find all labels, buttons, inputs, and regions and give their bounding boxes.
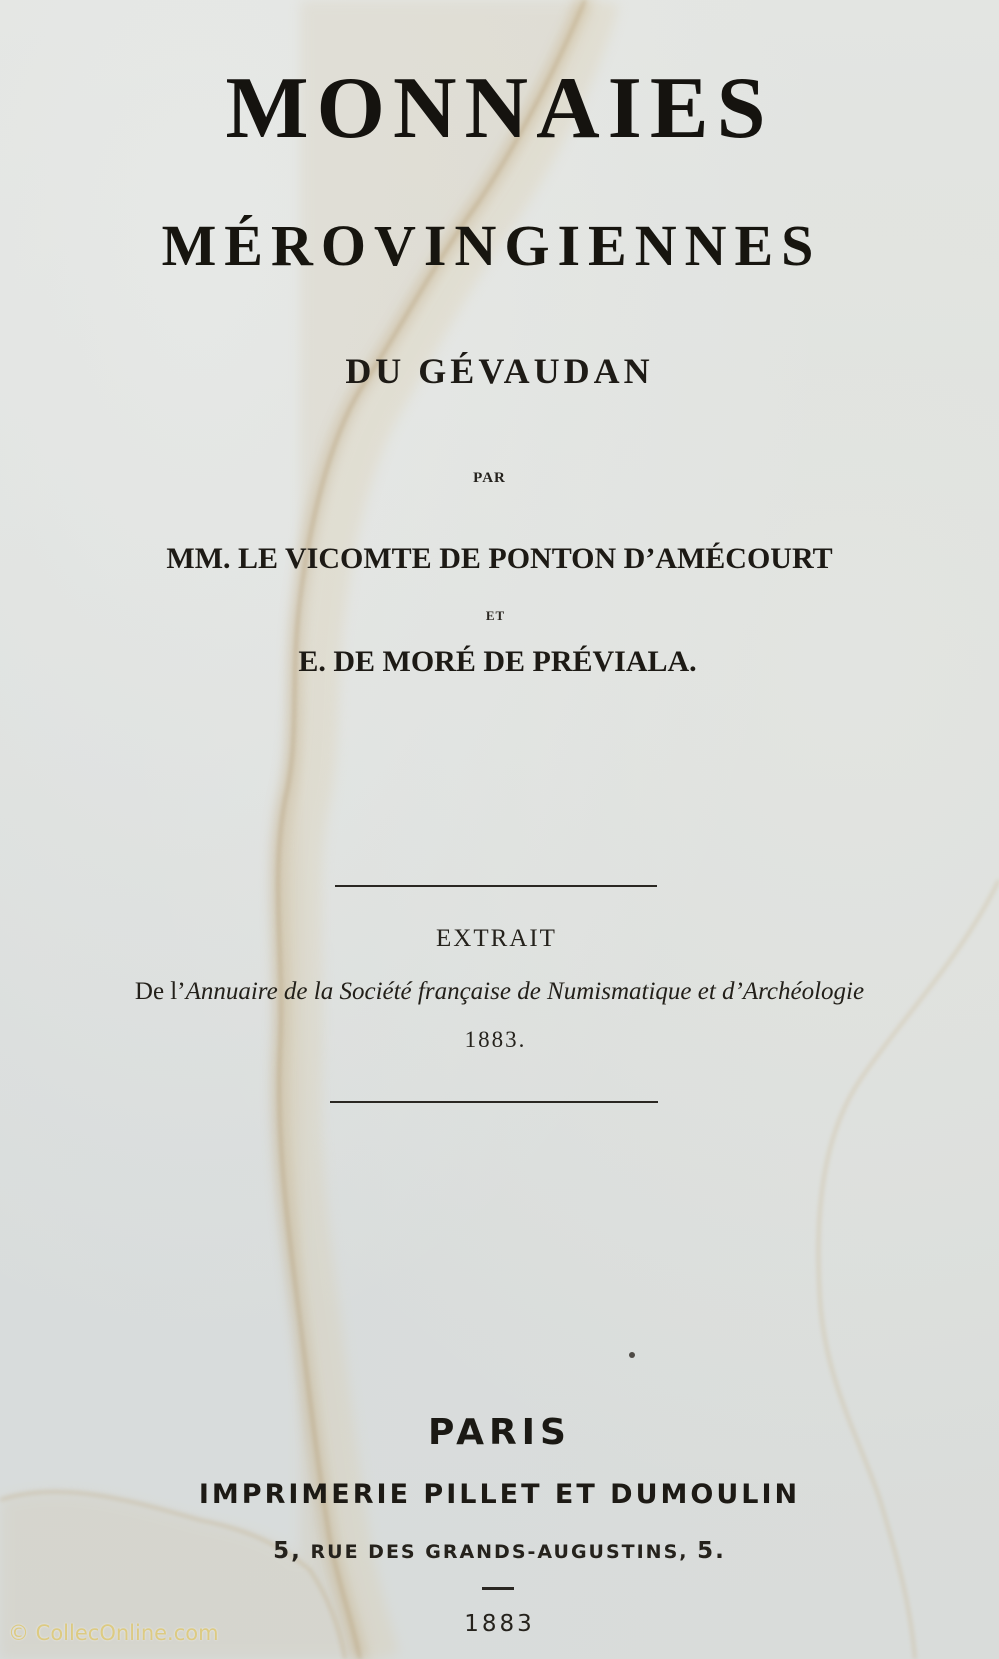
par-label: PAR (473, 470, 506, 486)
address-number-left: 5, (273, 1538, 302, 1564)
author-line-2: E. DE MORÉ DE PRÉVIALA. (298, 645, 697, 678)
extract-year: 1883. (464, 1027, 527, 1052)
author-line-1: MM. LE VICOMTE DE PONTON D’AMÉCOURT (166, 542, 833, 575)
title-du-gevaudan: DU GÉVAUDAN (345, 351, 654, 391)
imprint-city: PARIS (428, 1412, 571, 1453)
divider-rule-bottom (330, 1101, 658, 1103)
extract-source-prefix: De l’ (134, 978, 186, 1005)
title-merovingiennes: MÉROVINGIENNES (161, 213, 822, 278)
watermark-text: © CollecOnline.com (8, 1621, 219, 1645)
address-street: RUE DES GRANDS-AUGUSTINS, (310, 1541, 689, 1563)
extract-source-title: Annuaire de la Société française de Numismatique et d’Archéologie (185, 978, 865, 1005)
imprint-address (0, 1538, 999, 1564)
imprint-printer: IMPRIMERIE PILLET ET DUMOULIN (198, 1479, 801, 1510)
extract-heading: EXTRAIT (436, 925, 557, 952)
extract-source (0, 978, 999, 1006)
address-number-right: 5. (697, 1538, 726, 1564)
title-monnaies: MONNAIES (225, 60, 774, 157)
short-dash-divider (482, 1587, 514, 1590)
divider-rule-top (335, 885, 657, 887)
imprint-year: 1883 (464, 1611, 535, 1637)
et-label: ET (485, 608, 506, 623)
